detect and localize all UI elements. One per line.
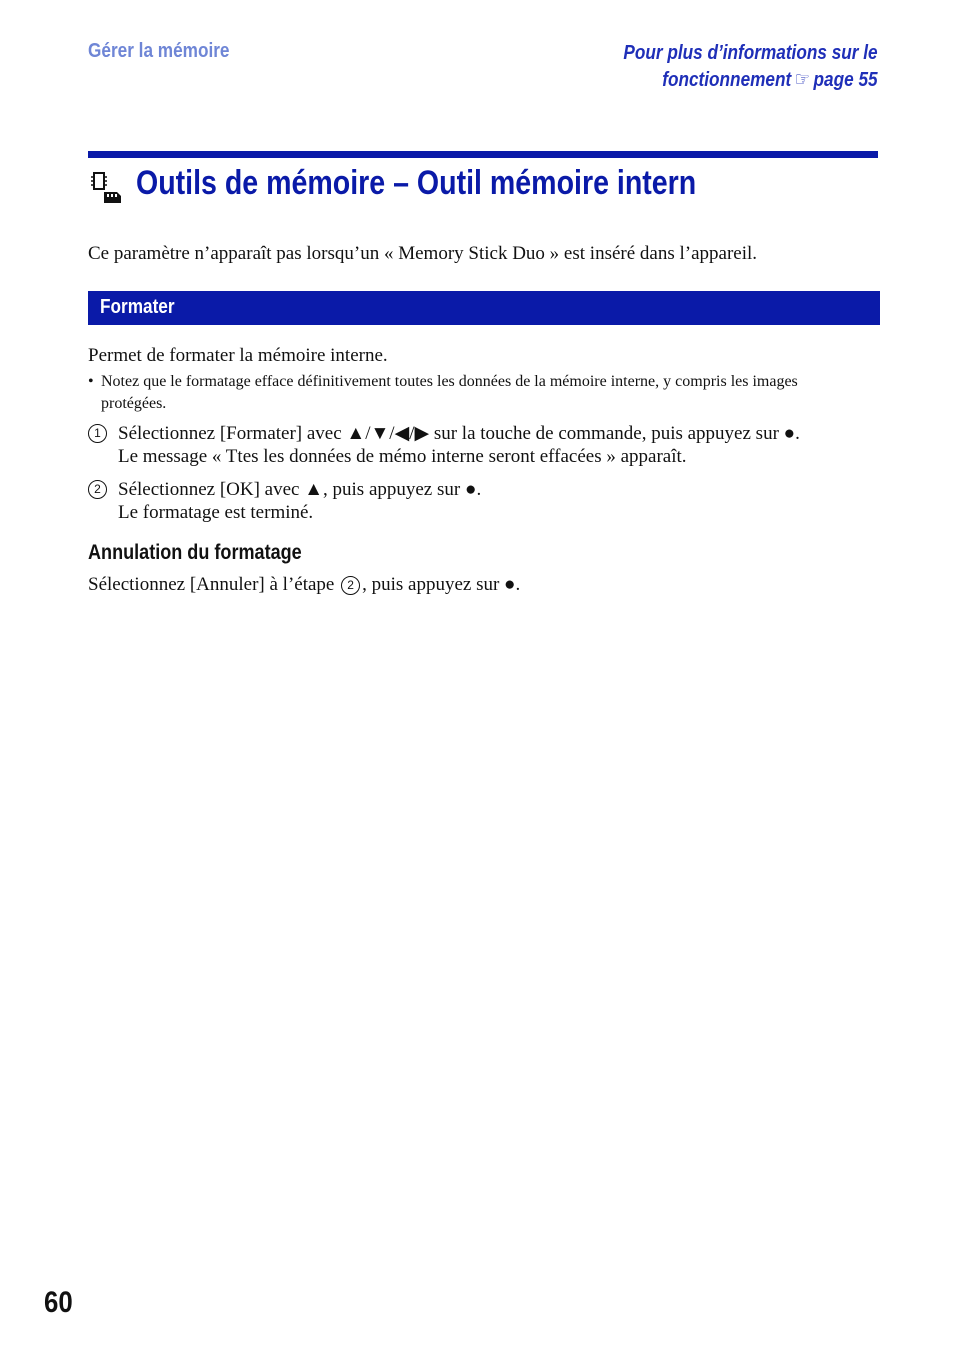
bullet-icon: •	[88, 373, 94, 390]
step-number-badge: 1	[88, 424, 107, 443]
section-header-bar	[88, 291, 880, 325]
header-reference	[624, 40, 878, 94]
intro-paragraph: Ce paramètre n’apparaît pas lorsqu’un « Memory Stick Duo » est inséré dans l’appareil.	[88, 243, 758, 264]
step-number-badge: 2	[88, 480, 107, 499]
step-1	[88, 422, 800, 468]
header-reference-page: page 55	[813, 69, 878, 91]
step-1-instruction: Sélectionnez [Formater] avec ▲/▼/◀/▶ sur la touche de commande, puis appuyez sur ●.	[118, 423, 800, 444]
cancel-heading: Annulation du formatage	[88, 541, 302, 564]
step-1-result: Le message « Ttes les données de mémo interne seront effacées » apparaît.	[118, 446, 687, 467]
step-2-instruction: Sélectionnez [OK] avec ▲, puis appuyez sur ●.	[118, 479, 482, 500]
note-item	[88, 371, 858, 415]
cancel-text-end: , puis appuyez sur ●.	[362, 574, 521, 595]
cancel-instruction	[88, 574, 520, 596]
section-header-label: Formater	[100, 296, 175, 318]
cancel-text-start: Sélectionnez [Annuler] à l’étape	[88, 574, 335, 595]
note-text: Notez que le formatage efface définitivement toutes les données de la mémoire interne, y compris les images protégées.	[101, 373, 798, 412]
page-title: Outils de mémoire – Outil mémoire intern	[136, 164, 697, 202]
step-2-result: Le formatage est terminé.	[118, 502, 314, 523]
step-reference-badge: 2	[341, 576, 360, 595]
page-number: 60	[44, 1286, 73, 1319]
header-reference-text: fonctionnement	[662, 69, 792, 91]
header-section-title: Gérer la mémoire	[88, 40, 230, 62]
title-rule	[88, 151, 878, 158]
pointing-hand-icon: ☞	[795, 69, 811, 91]
step-2	[88, 478, 481, 524]
header-reference-line1: Pour plus d’informations sur le	[623, 42, 878, 64]
section-description: Permet de formater la mémoire interne.	[88, 345, 388, 366]
header-reference-line2	[624, 67, 878, 94]
memory-tool-icon	[90, 170, 126, 204]
